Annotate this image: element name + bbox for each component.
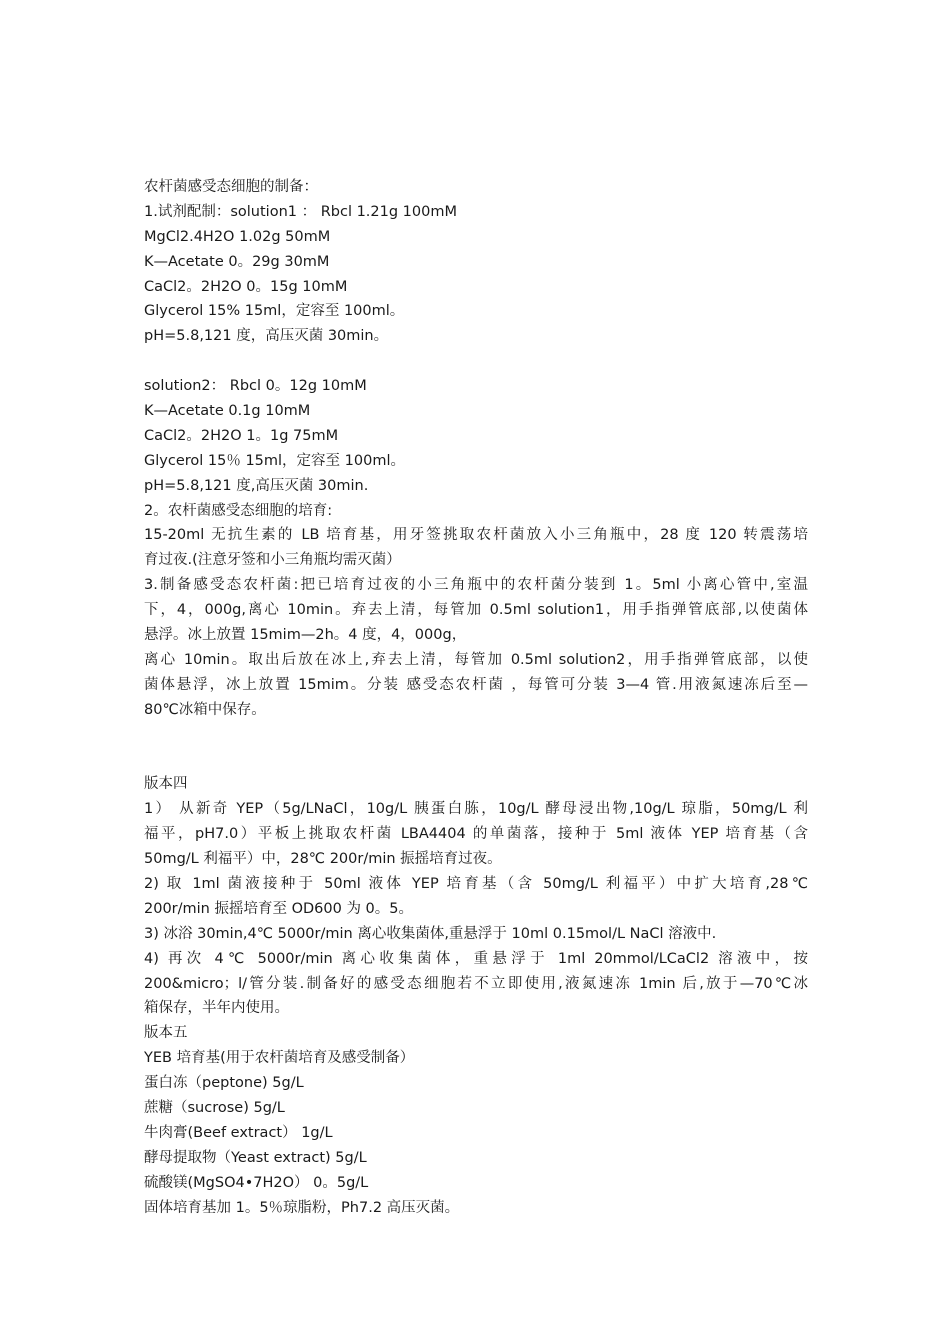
text-line: Glycerol 15％ 15ml，定容至 100ml。 [144,452,405,469]
text-line: 下，4，000g,离心 10min。弃去上清，每管加 0.5ml solution1，用手指弹管底部,以使菌体 [144,602,808,619]
text-line: 悬浮。冰上放置 15mim—2h。4 度，4，000g， [144,627,467,644]
version-four-title: 版本四 [144,776,188,793]
text-line: 箱保存，半年内使用。 [144,1000,289,1017]
text-line: pH=5.8,121 度，高压灭菌 30min。 [144,328,389,345]
text-line: 4) 再次 4℃ 5000r/min 离心收集菌体，重悬浮于 1ml 20mmol/LCaCl2 溶液中，按 [144,950,808,967]
text-line: 3) 冰浴 30min,4℃ 5000r/min 离心收集菌体,重悬浮于 10ml 0.15mol/L NaCl 溶液中. [144,925,717,942]
text-line: 200&micro；l/管分装.制备好的感受态细胞若不立即使用,液氮速冻 1min 后,放于—70℃冰 [144,975,808,992]
text-line: 80℃冰箱中保存。 [144,701,266,718]
step3-paragraph [144,573,808,722]
text-line: 牛肉膏(Beef extract） 1g/L [144,1124,333,1141]
text-line: 育过夜.(注意牙签和小三角瓶均需灭菌） [144,552,401,569]
text-line: K—Acetate 0.1g 10mM [144,403,311,420]
solution2-block [144,374,808,498]
text-line: solution2： Rbcl 0。12g 10mM [144,378,367,395]
text-line: 固体培育基加 1。5％琼脂粉，Ph7.2 高压灭菌。 [144,1199,460,1216]
text-line: YEB 培育基(用于农杆菌培育及感受制备） [144,1050,415,1067]
spacer [144,349,808,374]
document-body [144,175,808,1220]
solution1-block [144,200,808,349]
text-line: 蔗糖（sucrose) 5g/L [144,1099,285,1116]
spacer [144,723,808,773]
step2-paragraph [144,523,808,573]
text-line: 蛋白冻（peptone) 5g/L [144,1075,304,1092]
text-line: 50mg/L 利福平）中，28℃ 200r/min 振摇培育过夜。 [144,851,502,868]
text-line: 1.试剂配制：solution1 ： Rbcl 1.21g 100mM [144,203,457,220]
text-line: 3.制备感受态农杆菌:把已培育过夜的小三角瓶中的农杆菌分装到 1。5ml 小离心管中,室温 [144,577,808,594]
text-line: 酵母提取物（Yeast extract) 5g/L [144,1149,367,1166]
text-line: 硫酸镁(MgSO4•7H2O） 0。5g/L [144,1174,369,1191]
step-title: 2。农杆菌感受态细胞的培育: [144,502,333,519]
section-title: 农杆菌感受态细胞的制备： [144,179,318,195]
text-line: Glycerol 15% 15ml，定容至 100ml。 [144,303,405,320]
text-line: K—Acetate 0。29g 30mM [144,253,330,270]
text-line: 离心 10min。取出后放在冰上,弃去上清，每管加 0.5ml solution2，用手指弹管底部，以使 [144,651,808,668]
text-line: CaCl2。2H2O 1。1g 75mM [144,427,339,444]
text-line: 15-20ml 无抗生素的 LB 培育基，用牙签挑取农杆菌放入小三角瓶中，28 度 120 转震荡培 [144,527,808,544]
text-line: MgCl2.4H2O 1.02g 50mM [144,228,331,245]
text-line: CaCl2。2H2O 0。15g 10mM [144,278,348,295]
version-five-title: 版本五 [144,1025,188,1042]
text-line: 菌体悬浮，冰上放置 15mim。分装 感受态农杆菌 ，每管可分装 3—4 管.用液氮速冻后至— [144,676,808,693]
text-line: 1） 从新奇 YEP（5g/LNaCl，10g/L 胰蛋白胨，10g/L 酵母浸出物,10g/L 琼脂，50mg/L 利 [144,801,808,818]
version-four-body [144,797,808,1021]
text-line: 福平，pH7.0）平板上挑取农杆菌 LBA4404 的单菌落，接种于 5ml 液体 YEP 培育基（含 [144,826,808,843]
text-line: 200r/min 振摇培育至 OD600 为 0。5。 [144,900,414,917]
text-line: 2) 取 1ml 菌液接种于 50ml 液体 YEP 培育基（含 50mg/L 利福平）中扩大培育,28℃ [144,875,808,892]
version-five-body [144,1046,808,1220]
text-line: pH=5.8,121 度,高压灭菌 30min. [144,477,369,494]
